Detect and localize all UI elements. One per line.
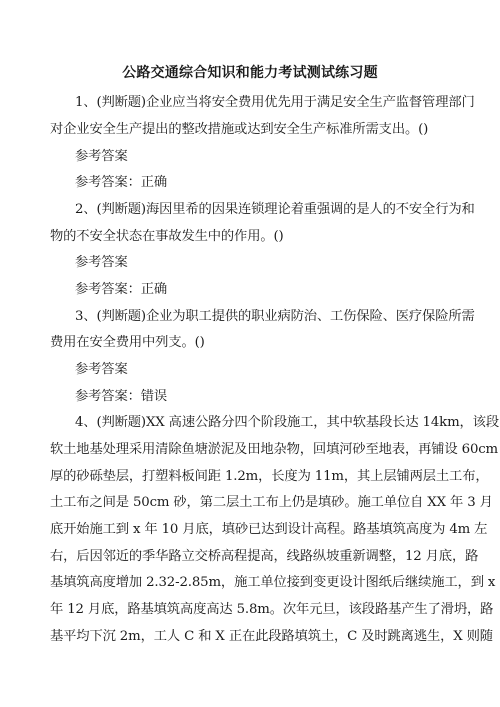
question-4-line-9: 基平均下沉 2m，工人 C 和 X 正在此段路填筑土，C 及时跳离逃生，X 则随 (50, 629, 493, 644)
answer-heading-1: 参考答案 (75, 149, 128, 164)
question-3-line-1: 3、(判断题)企业为职工提供的职业病防治、工伤保险、医疗保险所需 (75, 309, 475, 324)
answer-2: 参考答案：正确 (75, 282, 168, 297)
question-2-line-1: 2、(判断题)海因里希的因果连锁理论着重强调的是人的不安全行为和 (75, 202, 475, 217)
question-1-line-1: 1、(判断题)企业应当将安全费用优先用于满足安全生产监督管理部门 (75, 95, 475, 110)
question-4-line-1: 4、(判断题)XX 高速公路分四个阶段施工，其中软基段长达 14km，该段 (75, 415, 499, 430)
answer-3: 参考答案：错误 (75, 389, 168, 404)
question-4-line-3: 厚的砂砾垫层，打塑料板间距 1.2m，长度为 11m，其上层铺两层土工布， (50, 469, 489, 484)
answer-1: 参考答案：正确 (75, 175, 168, 190)
answer-heading-2: 参考答案 (75, 255, 128, 270)
question-4-line-8: 年 12 月底，路基填筑高度高达 5.8m。次年元旦，该段路基产生了滑坍，路 (50, 602, 494, 617)
question-4-line-5: 底开始施工到 x 年 10 月底，填砂已达到设计高程。路基填筑高度为 4m 左 (50, 522, 488, 537)
question-1-line-2: 对企业安全生产提出的整改措施或达到安全生产标准所需支出。() (50, 122, 429, 137)
answer-heading-3: 参考答案 (75, 362, 128, 377)
question-4-line-7: 基填筑高度增加 2.32-2.85m，施工单位接到变更设计图纸后继续施工，到 x (50, 575, 496, 590)
question-4-line-6: 右，后因邻近的季华路立交桥高程提高，线路纵坡重新调整，12 月底，路 (50, 549, 479, 564)
question-4-line-2: 软土地基处理采用清除鱼塘淤泥及田地杂物，回填河砂至地表，再铺设 60cm (50, 442, 499, 457)
question-4-line-4: 土工布之间是 50cm 砂，第二层土工布上仍是填砂。施工单位自 XX 年 3 月 (50, 495, 493, 510)
question-3-line-2: 费用在安全费用中列支。() (50, 335, 205, 350)
question-2-line-2: 物的不安全状态在事故发生中的作用。() (50, 229, 284, 244)
document-title: 公路交通综合知识和能力考试测试练习题 (122, 65, 378, 81)
